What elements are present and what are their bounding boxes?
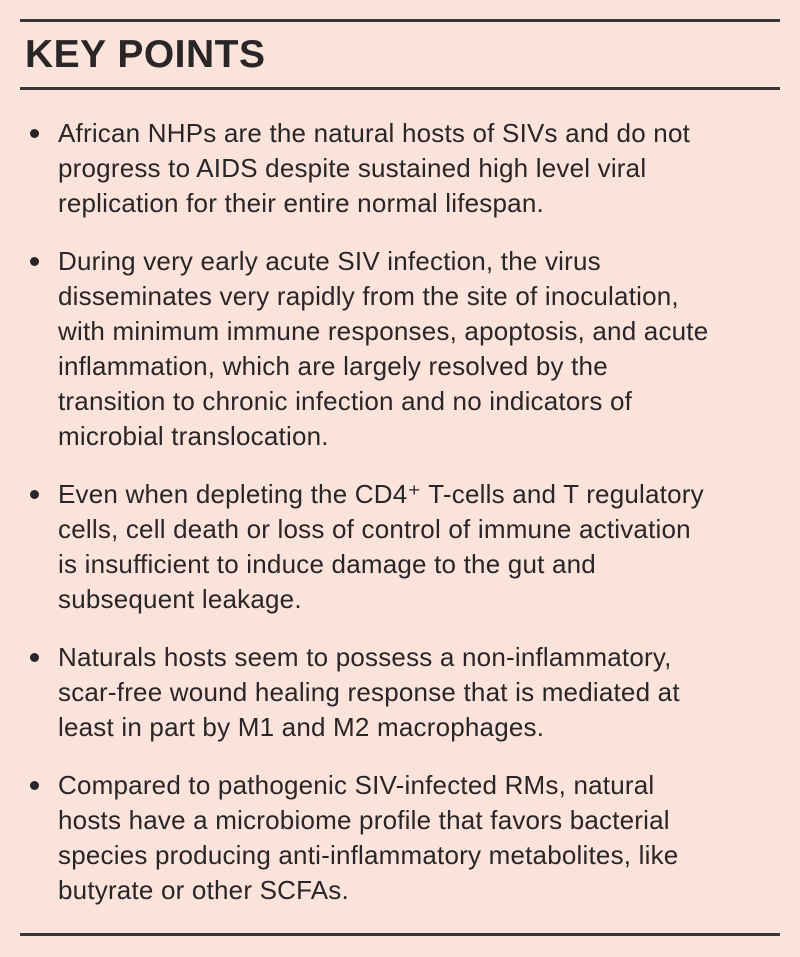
panel-title: KEY POINTS bbox=[25, 33, 266, 76]
bullet-dot-icon bbox=[30, 257, 39, 266]
key-point-line: Compared to pathogenic SIV-infected RMs, natural bbox=[58, 770, 655, 800]
key-point-line: disseminates very rapidly from the site of inoculation, bbox=[58, 281, 679, 311]
key-point-line: During very early acute SIV infection, the virus bbox=[58, 246, 601, 276]
key-point-item bbox=[30, 477, 780, 617]
key-point-line: scar-free wound healing response that is mediated at bbox=[58, 677, 680, 707]
key-point-item bbox=[30, 768, 780, 908]
key-point-line: progress to AIDS despite sustained high level viral bbox=[58, 153, 647, 183]
key-point-line: butyrate or other SCFAs. bbox=[58, 875, 349, 905]
key-point-line: African NHPs are the natural hosts of SIVs and do not bbox=[58, 118, 691, 148]
key-point-line: species producing anti-inflammatory metabolites, like bbox=[58, 840, 679, 870]
key-point-item bbox=[30, 116, 780, 221]
key-point-line: transition to chronic infection and no indicators of bbox=[58, 386, 633, 416]
bullet-dot-icon bbox=[30, 129, 39, 138]
key-point-line: inflammation, which are largely resolved by the bbox=[58, 351, 608, 381]
key-point-line: cells, cell death or loss of control of immune activation bbox=[58, 514, 691, 544]
key-point-item bbox=[30, 244, 780, 454]
key-point-line: microbial translocation. bbox=[58, 421, 329, 451]
key-points-list bbox=[20, 90, 780, 908]
bullet-dot-icon bbox=[30, 653, 39, 662]
bullet-dot-icon bbox=[30, 490, 39, 499]
key-point-line: hosts have a microbiome profile that favors bacterial bbox=[58, 805, 670, 835]
key-point-line: Even when depleting the CD4⁺ T-cells and T regulatory bbox=[58, 479, 704, 509]
key-point-line: least in part by M1 and M2 macrophages. bbox=[58, 712, 545, 742]
bottom-rule bbox=[20, 933, 780, 936]
key-point-line: replication for their entire normal lifespan. bbox=[58, 188, 544, 218]
key-point-item bbox=[30, 640, 780, 745]
key-point-line: subsequent leakage. bbox=[58, 584, 302, 614]
key-point-line: Naturals hosts seem to possess a non-inflammatory, bbox=[58, 642, 672, 672]
key-point-line: is insufficient to induce damage to the gut and bbox=[58, 549, 596, 579]
top-rule bbox=[20, 19, 780, 22]
bullet-dot-icon bbox=[30, 781, 39, 790]
key-point-line: with minimum immune responses, apoptosis, and acute bbox=[58, 316, 709, 346]
